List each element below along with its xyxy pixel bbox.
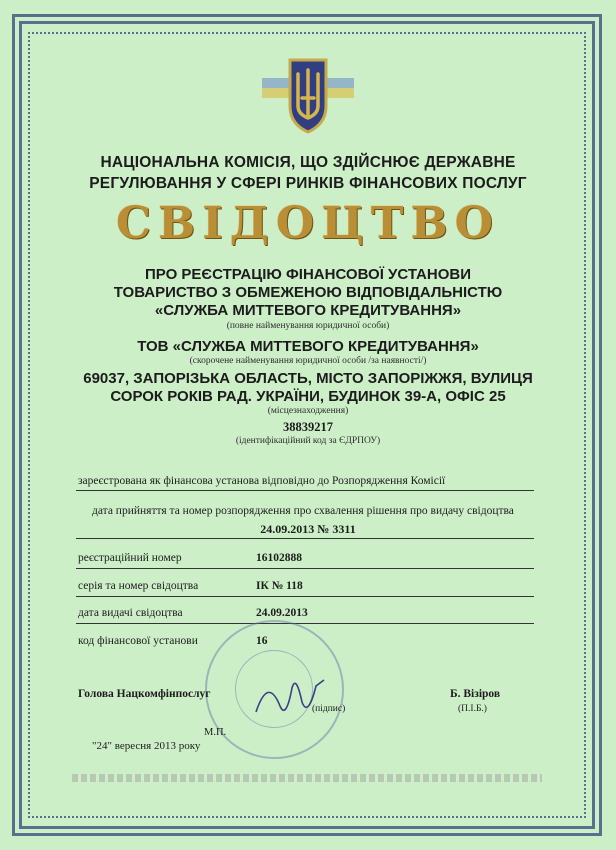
code-label: код фінансової установи (78, 635, 198, 647)
security-band (72, 774, 542, 782)
name-caption: (П.І.Б.) (458, 704, 487, 714)
address-line-1: 69037, ЗАПОРІЗЬКА ОБЛАСТЬ, МІСТО ЗАПОРІЖЖЯ, ВУЛИЦЯ (83, 370, 533, 387)
divider (76, 538, 534, 539)
registration-heading (40, 266, 576, 320)
heading-line-3: «СЛУЖБА МИТТЕВОГО КРЕДИТУВАННЯ» (154, 302, 462, 319)
signature-icon (250, 668, 330, 728)
heading-line-1: ПРО РЕЄСТРАЦІЮ ФІНАНСОВОЇ УСТАНОВИ (145, 266, 471, 283)
decision-caption: дата прийняття та номер розпорядження про схвалення рішення про видачу свідоцтва (92, 505, 514, 517)
divider (76, 596, 534, 597)
reg-number-label: реєстраційний номер (78, 552, 182, 564)
series-label: серія та номер свідоцтва (78, 580, 199, 592)
reg-number-value: 16102888 (256, 552, 302, 564)
series-value: ІК № 118 (256, 580, 303, 592)
seal-mark: М.П. (204, 727, 227, 738)
address-caption: (місцезнаходження) (267, 406, 349, 416)
edrpou-caption: (ідентифікаційний код за ЄДРПОУ) (235, 436, 381, 446)
signatory-position: Голова Нацкомфінпослуг (78, 688, 211, 700)
trident-emblem-icon (262, 48, 354, 140)
registered-as-text: зареєстрована як фінансова установа відповідно до Розпорядження Комісії (78, 475, 446, 487)
issue-date-label: дата видачі свідоцтва (78, 607, 183, 619)
edrpou-code: 38839217 (283, 420, 333, 434)
address (40, 370, 576, 406)
issue-date-value: 24.09.2013 (256, 607, 308, 619)
code-value: 16 (256, 635, 268, 647)
address-line-2: СОРОК РОКІВ РАД. УКРАЇНИ, БУДИНОК 39-А, ОФІС 25 (110, 388, 506, 405)
divider (76, 623, 534, 624)
short-name: ТОВ «СЛУЖБА МИТТЕВОГО КРЕДИТУВАННЯ» (137, 338, 479, 355)
signature-caption: (підпис) (312, 704, 346, 714)
reg-number-row (78, 552, 182, 564)
divider (76, 490, 534, 491)
heading-line-2: ТОВАРИСТВО З ОБМЕЖЕНОЮ ВІДПОВІДАЛЬНІСТЮ (113, 284, 503, 301)
document-title: СВІДОЦТВО (115, 198, 501, 249)
issuing-authority (40, 152, 576, 194)
divider (76, 568, 534, 569)
issue-date-footer: "24" вересня 2013 року (92, 740, 201, 752)
authority-line-1: НАЦІОНАЛЬНА КОМІСІЯ, ЩО ЗДІЙСНЮЄ ДЕРЖАВНЕ (100, 154, 516, 171)
decision-value: 24.09.2013 № 3311 (260, 522, 356, 536)
short-name-caption: (скорочене найменування юридичної особи /за наявності/) (189, 356, 427, 366)
full-name-caption: (повне найменування юридичної особи) (226, 321, 390, 331)
authority-line-2: РЕГУЛЮВАННЯ У СФЕРІ РИНКІВ ФІНАНСОВИХ ПОСЛУГ (89, 175, 527, 192)
signatory-name: Б. Візіров (450, 688, 501, 700)
